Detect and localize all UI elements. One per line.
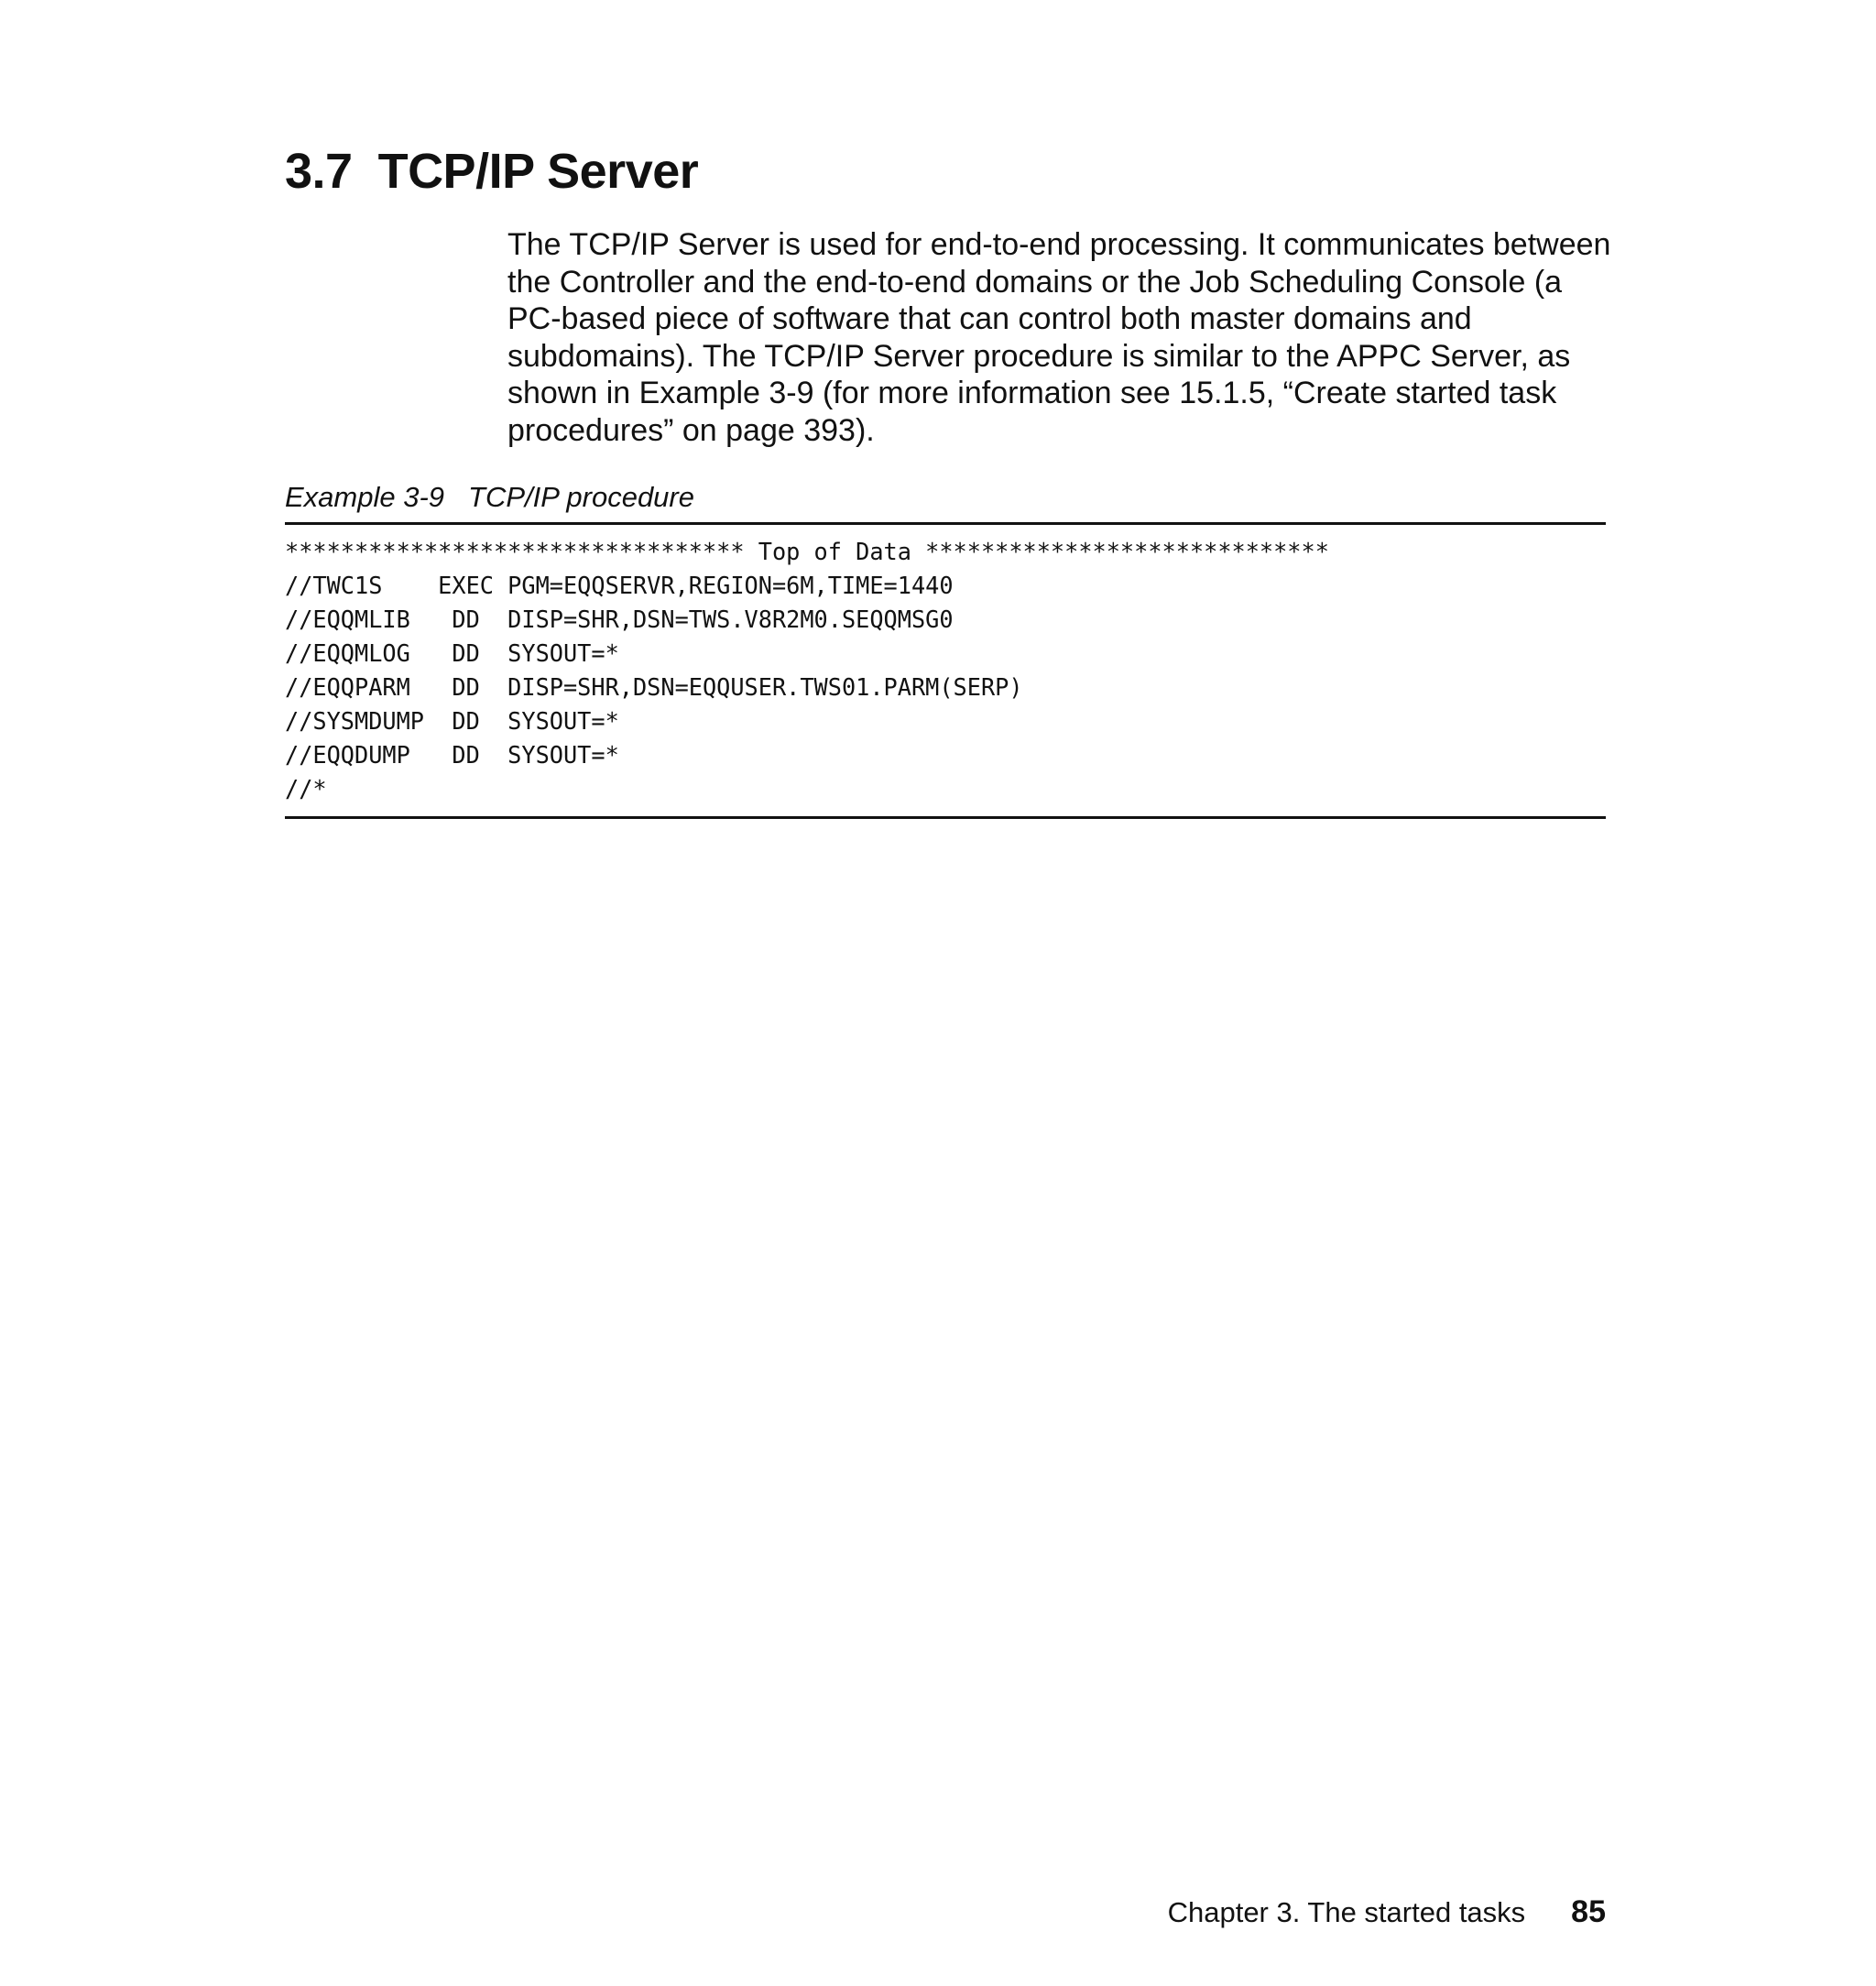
code-line: ********************************* Top of Data ***************************** [285,539,1329,566]
code-listing [285,536,1329,807]
code-bottom-rule [285,816,1606,819]
code-line: //EQQDUMP DD SYSOUT=* [285,742,619,769]
section-number: 3.7 [285,144,353,199]
section-heading [285,142,698,201]
code-line: //EQQPARM DD DISP=SHR,DSN=EQQUSER.TWS01.PARM(SERP) [285,674,1023,702]
page-number: 85 [1571,1894,1606,1929]
code-line: //TWC1S EXEC PGM=EQQSERVR,REGION=6M,TIME=1440 [285,573,954,600]
code-line: //EQQMLOG DD SYSOUT=* [285,640,619,668]
paragraph-line: subdomains). The TCP/IP Server procedure is similar to the APPC Server, as [507,338,1571,374]
paragraph-line: shown in Example 3-9 (for more information see 15.1.5, “Create started task [507,376,1557,410]
page-footer [1168,1893,1606,1931]
example-title: TCP/IP procedure [468,481,694,513]
example-caption [285,480,694,515]
paragraph-line: PC-based piece of software that can control both master domains and [507,301,1472,336]
paragraph-line: The TCP/IP Server is used for end-to-end processing. It communicates between [507,227,1611,262]
example-label: Example 3-9 [285,481,445,513]
section-title: TCP/IP Server [377,144,699,199]
code-line: //EQQMLIB DD DISP=SHR,DSN=TWS.V8R2M0.SEQQMSG0 [285,606,954,634]
code-top-rule [285,522,1606,525]
footer-chapter: Chapter 3. The started tasks [1167,1896,1526,1928]
code-line: //SYSMDUMP DD SYSOUT=* [285,708,619,736]
paragraph-line: procedures” on page 393). [507,412,875,448]
paragraph-line: the Controller and the end-to-end domains or the Job Scheduling Console (a [507,264,1563,300]
body-paragraph [507,226,1634,449]
code-line: //* [285,776,327,803]
